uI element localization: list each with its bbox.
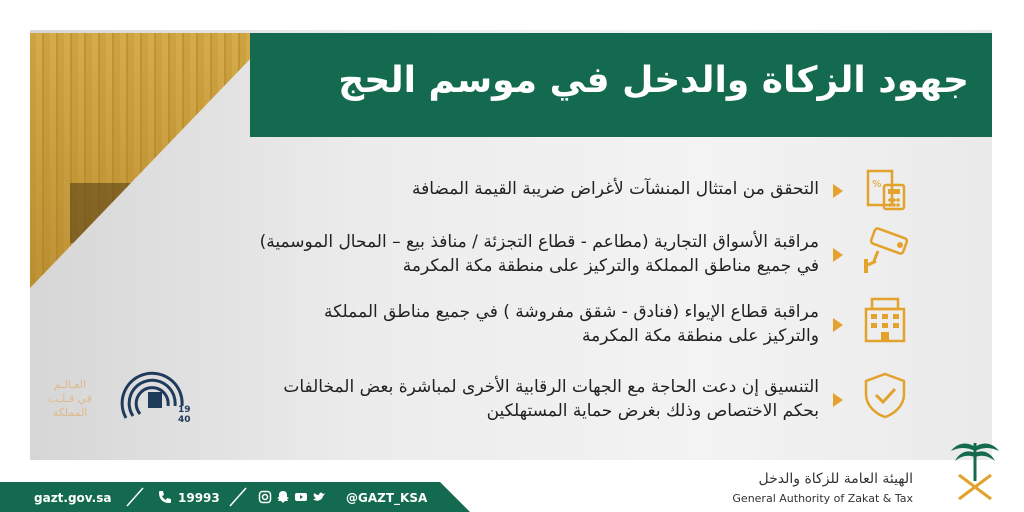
page-title: جهود الزكاة والدخل في موسم الحج [338, 60, 969, 101]
svg-text:%: % [872, 179, 882, 190]
item-line-1: التنسيق إن دعت الحاجة مع الجهات الرقابية الأخرى لمباشرة بعض المخالفات [283, 377, 819, 397]
list-item-market-monitoring [260, 230, 819, 278]
shield-check-icon [860, 370, 910, 420]
gazt-logo-icon [945, 435, 1005, 503]
bullet-marker [833, 393, 843, 407]
snapchat-icon[interactable] [276, 489, 290, 503]
list-item-accommodation-monitoring [324, 300, 819, 348]
instagram-icon[interactable] [258, 489, 272, 503]
social-handle[interactable]: @GAZT_KSA [346, 491, 428, 505]
website-link[interactable]: gazt.gov.sa [34, 491, 112, 505]
security-camera-icon [860, 225, 910, 275]
bullet-marker [833, 248, 843, 262]
bullet-marker [833, 318, 843, 332]
slogan-line: العـالـم [53, 378, 87, 391]
slogan-line: في قـلـب [47, 392, 93, 405]
saudi-1940-emblem [120, 366, 200, 426]
authority-name-ar: الهيئة العامة للزكاة والدخل [758, 471, 913, 487]
bullet-marker [833, 184, 843, 198]
list-item-coordination [283, 375, 819, 423]
emblem-year-bottom: 40 [178, 415, 191, 425]
divider-slash [125, 486, 145, 508]
authority-name-en: General Authority of Zakat & Tax [732, 492, 913, 505]
item-line-1: مراقبة الأسواق التجارية (مطاعم - قطاع التجزئة / منافذ بيع – المحال الموسمية) [259, 232, 819, 252]
phone-number[interactable]: 19993 [178, 491, 220, 505]
phone-icon [157, 489, 173, 505]
item-line-2: في جميع مناطق المملكة والتركيز على منطقة مكة المكرمة [402, 256, 819, 276]
item-line-1: التحقق من امتثال المنشآت لأغراض ضريبة القيمة المضافة [412, 179, 819, 199]
item-line-2: والتركيز على منطقة مكة المكرمة [581, 326, 819, 346]
twitter-icon[interactable] [312, 489, 326, 503]
item-line-1: مراقبة قطاع الإيواء (فنادق - شقق مفروشة ) في جميع مناطق المملكة [324, 302, 819, 322]
slogan-line: المملكة [52, 406, 88, 419]
slogan [40, 378, 100, 420]
building-icon [860, 295, 910, 345]
item-line-2: بحكم الاختصاص وذلك بغرض حماية المستهلكين [486, 401, 819, 421]
emblem-year-top: 19 [178, 405, 191, 415]
youtube-icon[interactable] [294, 489, 308, 503]
social-icons [258, 489, 326, 503]
calculator-document-icon [860, 165, 910, 215]
list-item-vat-compliance [412, 177, 819, 201]
divider-slash [228, 486, 248, 508]
